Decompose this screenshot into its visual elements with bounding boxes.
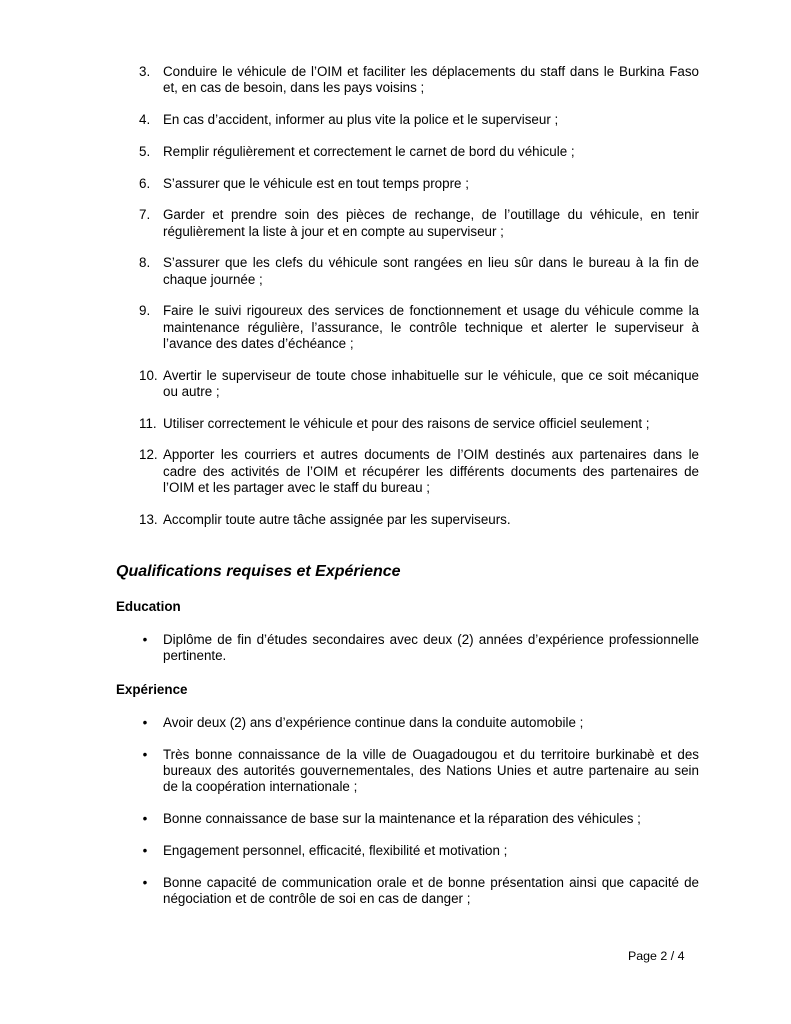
- list-item: [139, 176, 699, 192]
- list-item-number: 6.: [139, 175, 151, 191]
- list-item-text: Apporter les courriers et autres documents de l’OIM destinés aux partenaires dans le cadre des activités de l’OIM et récupérer les différents documents des partenaires de l’OIM et les partager avec le staff du bureau ;: [163, 447, 699, 495]
- list-item-text: Garder et prendre soin des pièces de rechange, de l’outillage du véhicule, en tenir régulièrement la liste à jour et en compte au superviseur ;: [163, 207, 699, 239]
- list-item-text: Bonne connaissance de base sur la maintenance et la réparation des véhicules ;: [163, 811, 641, 826]
- list-item: [139, 303, 699, 352]
- list-item-number: 8.: [139, 255, 151, 271]
- list-item-text: S’assurer que le véhicule est en tout temps propre ;: [163, 175, 469, 191]
- list-item-text: En cas d’accident, informer au plus vite la police et le superviseur ;: [163, 112, 559, 127]
- list-item: [139, 255, 699, 287]
- bullet-icon: •: [142, 842, 148, 858]
- list-item: [139, 843, 699, 859]
- list-item-number: 10.: [139, 367, 158, 383]
- list-item: [139, 207, 699, 239]
- experience-list: [139, 715, 699, 923]
- list-item-text: Bonne capacité de communication orale et de bonne présentation ainsi que capacité de négociation et de contrôle de soi en cas de danger ;: [163, 874, 699, 906]
- education-list: [139, 632, 699, 680]
- list-item: [139, 144, 699, 160]
- list-item: [139, 64, 699, 96]
- list-item-text: S’assurer que les clefs du véhicule sont rangées en lieu sûr dans le bureau à la fin de chaque journée ;: [163, 255, 699, 287]
- list-item: [139, 632, 699, 664]
- bullet-icon: •: [142, 632, 148, 647]
- list-item-text: Accomplir toute autre tâche assignée par les superviseurs.: [163, 511, 511, 527]
- list-item-text: Très bonne connaissance de la ville de Ouagadougou et du territoire burkinabè et des bureaux des autorités gouvernementales, des Nations Unies et autre partenaire au sein de la coopération internationale ;: [163, 746, 699, 795]
- bullet-icon: •: [142, 811, 148, 826]
- bullet-icon: •: [142, 715, 148, 730]
- list-item-text: Faire le suivi rigoureux des services de fonctionnement et usage du véhicule comme la maintenance régulière, l’assurance, le contrôle technique et alerter le superviseur à l’avance des dates d’échéance ;: [163, 303, 699, 351]
- bullet-icon: •: [142, 746, 148, 762]
- list-item-number: 13.: [139, 511, 158, 527]
- list-item-number: 9.: [139, 303, 151, 319]
- list-item-text: Avoir deux (2) ans d’expérience continue dans la conduite automobile ;: [163, 715, 584, 730]
- subsection-title-experience: Expérience: [116, 682, 188, 697]
- list-item-number: 12.: [139, 447, 158, 463]
- list-item-number: 5.: [139, 143, 151, 159]
- list-item-number: 7.: [139, 207, 151, 223]
- section-title-qualifications: Qualifications requises et Expérience: [116, 563, 401, 580]
- list-item: [139, 512, 699, 528]
- list-item: [139, 747, 699, 796]
- list-item-number: 3.: [139, 64, 151, 79]
- list-item-text: Engagement personnel, efficacité, flexibilité et motivation ;: [163, 842, 508, 858]
- list-item: [139, 811, 699, 827]
- list-item: [139, 715, 699, 731]
- list-item-number: 4.: [139, 112, 151, 127]
- list-item-text: Utiliser correctement le véhicule et pour des raisons de service officiel seulement ;: [163, 415, 650, 431]
- bullet-icon: •: [142, 874, 148, 890]
- list-item: [139, 447, 699, 496]
- list-item-number: 11.: [139, 415, 157, 431]
- list-item-text: Remplir régulièrement et correctement le carnet de bord du véhicule ;: [163, 143, 575, 159]
- list-item: [139, 368, 699, 400]
- list-item: [139, 416, 699, 432]
- list-item: [139, 112, 699, 128]
- list-item-text: Diplôme de fin d’études secondaires avec deux (2) années d’expérience professionnelle pertinente.: [163, 632, 699, 664]
- list-item: [139, 875, 699, 907]
- responsibilities-list: [139, 64, 699, 543]
- page-number: Page 2 / 4: [628, 949, 685, 963]
- subsection-title-education: Education: [116, 599, 181, 614]
- list-item-text: Conduire le véhicule de l’OIM et faciliter les déplacements du staff dans le Burkina Faso et, en cas de besoin, dans les pays voisins ;: [163, 64, 699, 96]
- list-item-text: Avertir le superviseur de toute chose inhabituelle sur le véhicule, que ce soit mécanique ou autre ;: [163, 367, 699, 399]
